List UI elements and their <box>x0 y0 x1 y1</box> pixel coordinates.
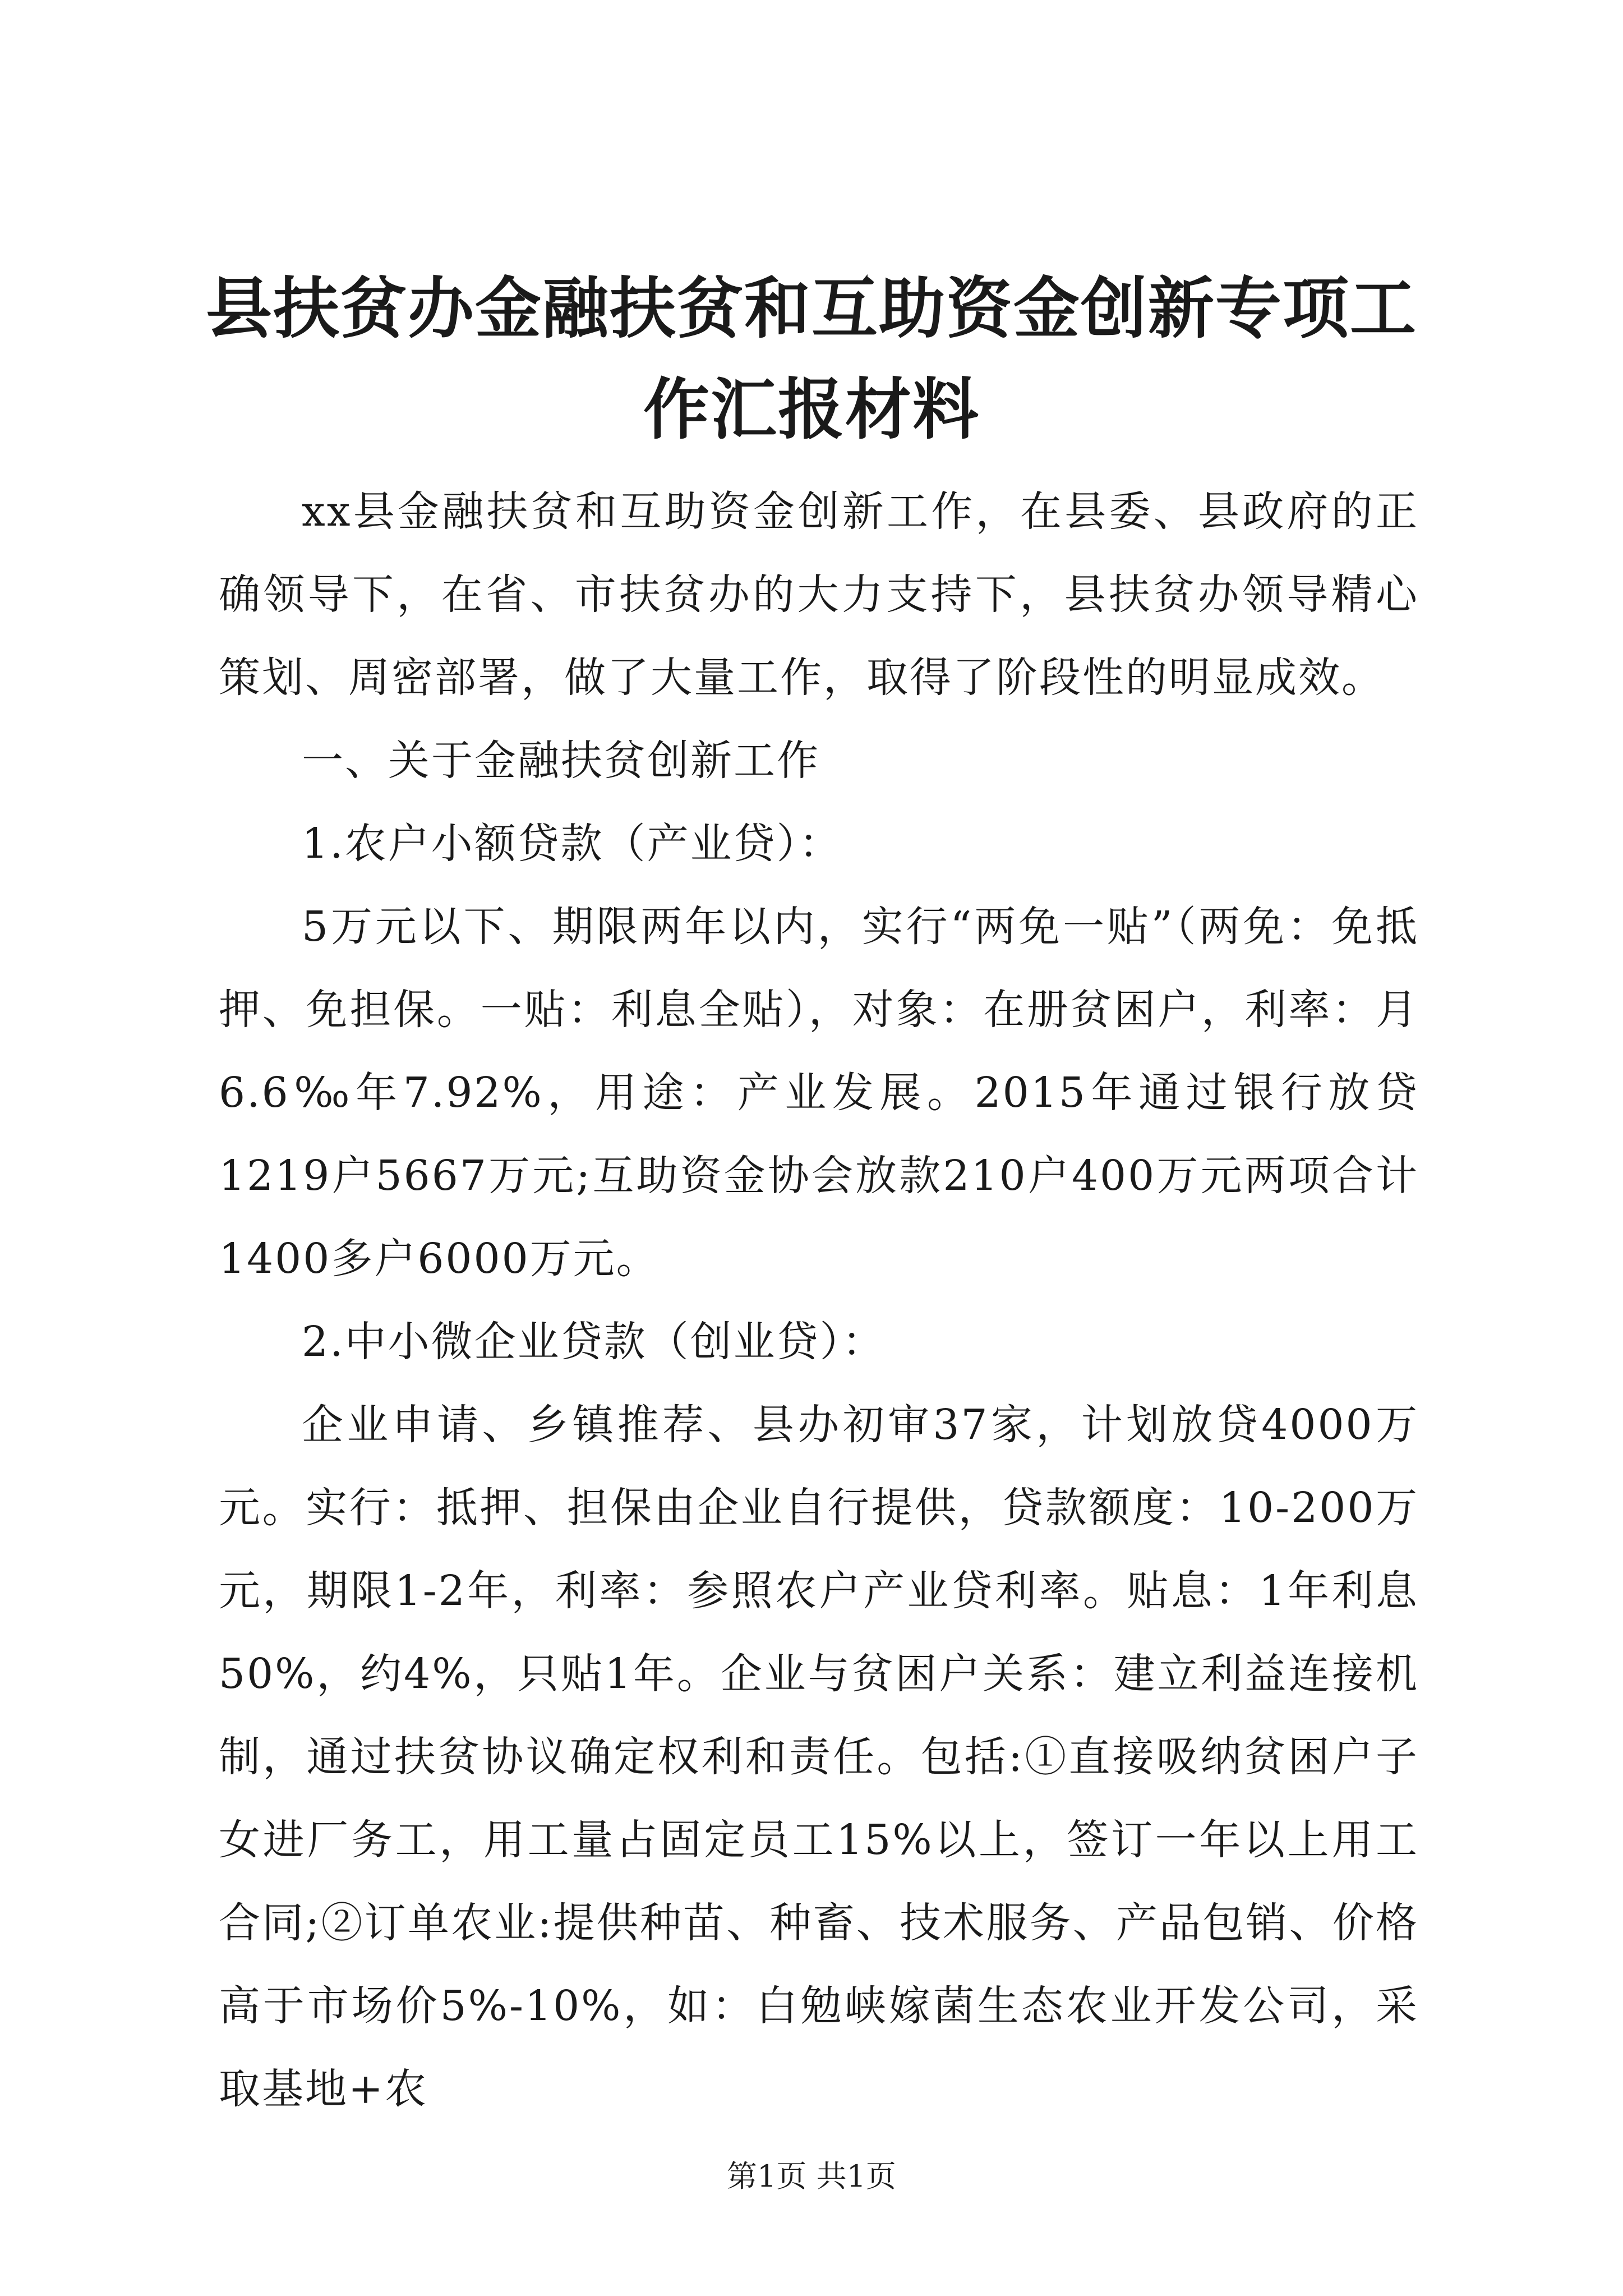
subsection-heading-1: 1.农户小额贷款（产业贷）： <box>302 820 842 868</box>
section-heading-1: 一、关于金融扶贫创新工作 <box>302 737 820 785</box>
subsection-heading-2: 2.中小微企业贷款（创业贷）： <box>302 1318 886 1366</box>
document-title: 县扶贫办金融扶贫和互助资金创新专项工作汇报材料 <box>205 269 1417 448</box>
page-number-footer: 第1页 共1页 <box>727 2159 896 2194</box>
document-body <box>219 470 1419 2131</box>
paragraph-intro: xx县金融扶贫和互助资金创新工作，在县委、县政府的正确领导下，在省、市扶贫办的大力支持下，县扶贫办领导精心策划、周密部署，做了大量工作，取得了阶段性的明显成效。 <box>219 487 1419 702</box>
paragraph-enterprise-loan: 企业申请、乡镇推荐、县办初审37家，计划放贷4000万元。实行：抵押、担保由企业自行提供，贷款额度：10-200万元，期限1-2年，利率：参照农户产业贷利率。贴息：1年利息50%，约4%，只贴1年。企业与贫困户关系：建立利益连接机制，通过扶贫协议确定权利和责任。包括:①直接吸纳贫困户子女进厂务工，用工量占固定员工15%以上，签订一年以上用工合同;②订单农业:提供种苗、种畜、技术服务、产品包销、价格高于市场价5%-10%，如：白勉峡嫁菌生态农业开发公司，采取基地+农 <box>219 1401 1419 2113</box>
paragraph-farmer-loan: 5万元以下、期限两年以内，实行“两免一贴”（两免：免抵押、免担保。一贴：利息全贴），对象：在册贫困户，利率：月6.6‰年7.92%，用途：产业发展。2015年通过银行放贷1219户5667万元;互助资金协会放款210户400万元两项合计1400多户6000万元。 <box>219 903 1419 1283</box>
